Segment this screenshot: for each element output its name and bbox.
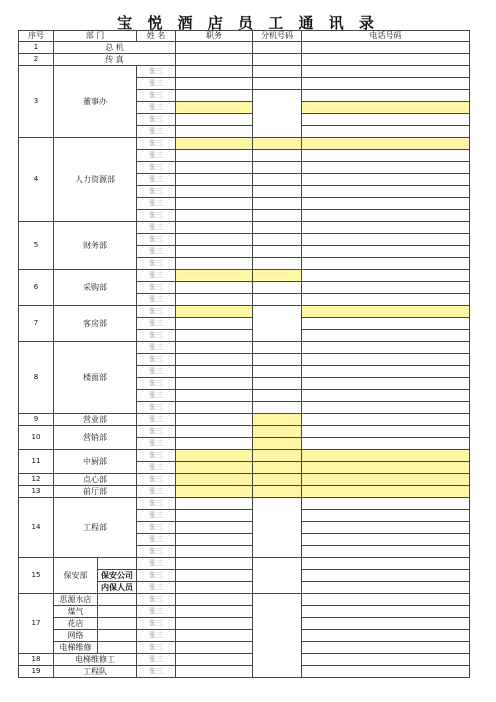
sub-dept-cell: 内保人员	[98, 582, 137, 594]
phone-cell[interactable]	[302, 162, 470, 174]
ext-cell[interactable]	[253, 90, 302, 138]
role-cell[interactable]	[176, 570, 253, 582]
table-row	[19, 306, 470, 318]
ext-cell[interactable]	[253, 354, 302, 366]
table-row	[19, 270, 470, 282]
phone-cell[interactable]	[302, 318, 470, 330]
vendor-cell: 网络	[54, 630, 98, 642]
ext-cell[interactable]	[253, 42, 302, 54]
role-cell[interactable]	[176, 618, 253, 630]
phone-cell[interactable]	[302, 462, 470, 474]
table-row	[19, 630, 470, 642]
table-row	[19, 558, 470, 570]
seq-cell: 1	[19, 42, 54, 54]
staff-name-cell: 张三	[137, 438, 176, 450]
ext-cell[interactable]	[253, 162, 302, 174]
staff-name-cell: 张三	[137, 150, 176, 162]
phone-cell[interactable]	[302, 606, 470, 618]
staff-name-cell: 张三	[137, 366, 176, 378]
staff-name-cell: 张三	[137, 66, 176, 78]
ext-cell[interactable]	[253, 378, 302, 390]
seq-cell: 15	[19, 558, 54, 594]
phone-cell[interactable]	[302, 174, 470, 186]
role-cell[interactable]	[176, 414, 253, 426]
role-cell[interactable]	[176, 462, 253, 474]
phone-cell[interactable]	[302, 414, 470, 426]
phone-cell[interactable]	[302, 246, 470, 258]
role-cell[interactable]	[176, 318, 253, 330]
phone-cell[interactable]	[302, 126, 470, 138]
ext-cell[interactable]	[253, 390, 302, 402]
staff-name-cell: 张三	[137, 342, 176, 354]
role-cell[interactable]	[176, 330, 253, 342]
staff-name-cell: 张三	[137, 318, 176, 330]
seq-cell: 17	[19, 594, 54, 654]
phone-cell[interactable]	[302, 558, 470, 570]
dept-cell: 人力资源部	[54, 138, 137, 222]
page-title: 宝 悦 酒 店 员 工 通 讯 录	[117, 14, 379, 32]
role-cell[interactable]	[176, 258, 253, 270]
role-cell[interactable]	[176, 534, 253, 546]
phone-cell[interactable]	[302, 306, 470, 318]
staff-name-cell: 张三	[137, 570, 176, 582]
role-cell[interactable]	[176, 426, 253, 438]
table-row	[19, 42, 470, 54]
staff-name-cell: 张三	[137, 642, 176, 654]
ext-cell[interactable]	[253, 342, 302, 354]
role-cell[interactable]	[176, 654, 253, 666]
table-row	[19, 606, 470, 618]
staff-name-cell: 张三	[137, 270, 176, 282]
table-row	[19, 450, 470, 462]
vendor-cell: 思源水店	[54, 594, 98, 606]
staff-name-cell: 张三	[137, 198, 176, 210]
role-cell[interactable]	[176, 102, 253, 114]
dept-cell: 工程队	[54, 666, 137, 678]
role-cell[interactable]	[176, 510, 253, 522]
phone-cell[interactable]	[302, 582, 470, 594]
role-cell[interactable]	[176, 126, 253, 138]
ext-cell[interactable]	[253, 54, 302, 66]
ext-cell[interactable]	[253, 66, 302, 78]
ext-cell[interactable]	[253, 414, 302, 426]
staff-name-cell: 张三	[137, 510, 176, 522]
table-row	[19, 66, 470, 78]
phone-cell[interactable]	[302, 438, 470, 450]
seq-cell: 7	[19, 306, 54, 342]
staff-name-cell: 张三	[137, 174, 176, 186]
ext-cell[interactable]	[253, 270, 302, 282]
phone-cell[interactable]	[302, 390, 470, 402]
role-cell[interactable]	[176, 558, 253, 570]
role-cell[interactable]	[176, 198, 253, 210]
phone-cell[interactable]	[302, 654, 470, 666]
staff-name-cell: 张三	[137, 378, 176, 390]
ext-cell[interactable]	[253, 282, 302, 294]
seq-cell: 14	[19, 498, 54, 558]
ext-cell[interactable]	[253, 474, 302, 486]
staff-name-cell: 张三	[137, 90, 176, 102]
header-phone: 电话号码	[302, 31, 470, 42]
sub-dept-cell: 保安公司	[98, 570, 137, 582]
role-cell[interactable]	[176, 306, 253, 318]
role-cell[interactable]	[176, 138, 253, 150]
role-cell[interactable]	[176, 282, 253, 294]
table-row	[19, 486, 470, 498]
ext-cell[interactable]	[253, 558, 302, 594]
dept-cell: 营业部	[54, 414, 137, 426]
header-ext: 分机号码	[253, 31, 302, 42]
phone-cell[interactable]	[302, 78, 470, 90]
role-cell[interactable]	[176, 186, 253, 198]
sub-dept-cell	[98, 642, 137, 654]
staff-name-cell: 张三	[137, 330, 176, 342]
staff-name-cell: 张三	[137, 114, 176, 126]
staff-name-cell: 张三	[137, 306, 176, 318]
role-cell[interactable]	[176, 66, 253, 78]
staff-name-cell: 张三	[137, 414, 176, 426]
table-row	[19, 654, 470, 666]
dept-cell: 财务部	[54, 222, 137, 270]
staff-name-cell: 张三	[137, 426, 176, 438]
ext-cell[interactable]	[253, 426, 302, 438]
staff-name-cell: 张三	[137, 390, 176, 402]
staff-name-cell: 张三	[137, 222, 176, 234]
staff-name-cell: 张三	[137, 498, 176, 510]
ext-cell[interactable]	[253, 438, 302, 450]
dept-cell: 点心部	[54, 474, 137, 486]
phone-cell[interactable]	[302, 150, 470, 162]
vendor-cell: 花店	[54, 618, 98, 630]
dept-cell: 采购部	[54, 270, 137, 306]
phone-cell[interactable]	[302, 522, 470, 534]
phone-cell[interactable]	[302, 330, 470, 342]
staff-name-cell: 张三	[137, 282, 176, 294]
role-cell[interactable]	[176, 210, 253, 222]
seq-cell: 18	[19, 654, 54, 666]
staff-name-cell: 张三	[137, 462, 176, 474]
seq-cell: 4	[19, 138, 54, 222]
staff-name-cell: 张三	[137, 234, 176, 246]
phone-cell[interactable]	[302, 570, 470, 582]
seq-cell: 9	[19, 414, 54, 426]
role-cell[interactable]	[176, 642, 253, 654]
phone-cell[interactable]	[302, 270, 470, 282]
header-role: 职务	[176, 31, 253, 42]
ext-cell[interactable]	[253, 462, 302, 474]
phone-cell[interactable]	[302, 234, 470, 246]
phone-cell[interactable]	[302, 666, 470, 678]
sub-dept-cell	[98, 558, 137, 570]
ext-cell[interactable]	[253, 186, 302, 198]
role-cell[interactable]	[176, 114, 253, 126]
staff-name-cell: 张三	[137, 486, 176, 498]
role-cell[interactable]	[176, 366, 253, 378]
phone-cell[interactable]	[302, 294, 470, 306]
staff-name-cell: 张三	[137, 630, 176, 642]
role-cell[interactable]	[176, 666, 253, 678]
role-cell[interactable]	[176, 54, 253, 66]
seq-cell: 11	[19, 450, 54, 474]
sub-dept-cell	[98, 594, 137, 606]
role-cell[interactable]	[176, 174, 253, 186]
staff-name-cell: 张三	[137, 546, 176, 558]
staff-name-cell: 张三	[137, 594, 176, 606]
staff-name-cell: 张三	[137, 162, 176, 174]
role-cell[interactable]	[176, 42, 253, 54]
role-cell[interactable]	[176, 234, 253, 246]
phone-cell[interactable]	[302, 546, 470, 558]
phone-cell[interactable]	[302, 114, 470, 126]
ext-cell[interactable]	[253, 150, 302, 162]
fax-label: 传 真	[54, 54, 176, 66]
staff-name-cell: 张三	[137, 654, 176, 666]
dept-cell: 营销部	[54, 426, 137, 450]
ext-cell[interactable]	[253, 258, 302, 270]
dept-cell: 楼面部	[54, 342, 137, 414]
phone-cell[interactable]	[302, 450, 470, 462]
staff-name-cell: 张三	[137, 534, 176, 546]
staff-name-cell: 张三	[137, 294, 176, 306]
role-cell[interactable]	[176, 246, 253, 258]
staff-name-cell: 张三	[137, 78, 176, 90]
role-cell[interactable]	[176, 90, 253, 102]
role-cell[interactable]	[176, 594, 253, 606]
staff-name-cell: 张三	[137, 246, 176, 258]
table-row	[19, 642, 470, 654]
table-row	[19, 426, 470, 438]
dept-cell: 客房部	[54, 306, 137, 342]
table-row	[19, 498, 470, 510]
role-cell[interactable]	[176, 582, 253, 594]
role-cell[interactable]	[176, 270, 253, 282]
phone-cell[interactable]	[302, 474, 470, 486]
table-row	[19, 138, 470, 150]
phone-cell[interactable]	[302, 210, 470, 222]
staff-name-cell: 张三	[137, 618, 176, 630]
staff-name-cell: 张三	[137, 666, 176, 678]
dept-cell: 前厅部	[54, 486, 137, 498]
ext-cell[interactable]	[253, 366, 302, 378]
ext-cell[interactable]	[253, 174, 302, 186]
sub-dept-cell	[98, 630, 137, 642]
ext-cell[interactable]	[253, 402, 302, 414]
staff-name-cell: 张三	[137, 558, 176, 570]
ext-cell[interactable]	[253, 210, 302, 222]
phone-cell[interactable]	[302, 618, 470, 630]
phone-cell[interactable]	[302, 186, 470, 198]
role-cell[interactable]	[176, 498, 253, 510]
role-cell[interactable]	[176, 630, 253, 642]
staff-name-cell: 张三	[137, 450, 176, 462]
phone-cell[interactable]	[302, 138, 470, 150]
sub-dept-cell	[98, 618, 137, 630]
directory-table	[18, 30, 470, 678]
phone-cell[interactable]	[302, 426, 470, 438]
seq-cell: 10	[19, 426, 54, 450]
phone-cell[interactable]	[302, 42, 470, 54]
staff-name-cell: 张三	[137, 258, 176, 270]
phone-cell[interactable]	[302, 402, 470, 414]
vendor-cell: 煤气	[54, 606, 98, 618]
role-cell[interactable]	[176, 390, 253, 402]
role-cell[interactable]	[176, 606, 253, 618]
phone-cell[interactable]	[302, 102, 470, 114]
phone-cell[interactable]	[302, 366, 470, 378]
dept-cell: 工程部	[54, 498, 137, 558]
role-cell[interactable]	[176, 522, 253, 534]
staff-name-cell: 张三	[137, 474, 176, 486]
role-cell[interactable]	[176, 342, 253, 354]
sub-dept-cell	[98, 606, 137, 618]
role-cell[interactable]	[176, 450, 253, 462]
table-row	[19, 594, 470, 606]
table-row	[19, 54, 470, 66]
role-cell[interactable]	[176, 378, 253, 390]
role-cell[interactable]	[176, 354, 253, 366]
phone-cell[interactable]	[302, 498, 470, 510]
role-cell[interactable]	[176, 294, 253, 306]
vendor-cell: 电梯维修	[54, 642, 98, 654]
header-row	[19, 31, 470, 42]
phone-cell[interactable]	[302, 354, 470, 366]
staff-name-cell: 张三	[137, 186, 176, 198]
ext-cell[interactable]	[253, 498, 302, 558]
seq-cell: 6	[19, 270, 54, 306]
table-row	[19, 222, 470, 234]
switchboard-label: 总 机	[54, 42, 176, 54]
phone-cell[interactable]	[302, 510, 470, 522]
seq-cell: 8	[19, 342, 54, 414]
seq-cell: 19	[19, 666, 54, 678]
seq-cell: 2	[19, 54, 54, 66]
staff-name-cell: 张三	[137, 210, 176, 222]
dept-cell: 中厨部	[54, 450, 137, 474]
phone-cell[interactable]	[302, 258, 470, 270]
phone-cell[interactable]	[302, 594, 470, 606]
table-row	[19, 666, 470, 678]
dept-cell: 保安部	[54, 558, 98, 594]
table-row	[19, 342, 470, 354]
role-cell[interactable]	[176, 402, 253, 414]
phone-cell[interactable]	[302, 630, 470, 642]
role-cell[interactable]	[176, 78, 253, 90]
phone-cell[interactable]	[302, 282, 470, 294]
seq-cell: 12	[19, 474, 54, 486]
ext-cell[interactable]	[253, 222, 302, 234]
header-dept: 部 门	[54, 31, 137, 42]
table-row	[19, 474, 470, 486]
table-row	[19, 414, 470, 426]
ext-cell[interactable]	[253, 594, 302, 678]
seq-cell: 5	[19, 222, 54, 270]
ext-cell[interactable]	[253, 450, 302, 462]
staff-name-cell: 张三	[137, 354, 176, 366]
phone-cell[interactable]	[302, 642, 470, 654]
ext-cell[interactable]	[253, 138, 302, 150]
staff-name-cell: 张三	[137, 606, 176, 618]
dept-cell: 电梯维修工	[54, 654, 137, 666]
ext-cell[interactable]	[253, 198, 302, 210]
role-cell[interactable]	[176, 474, 253, 486]
ext-cell[interactable]	[253, 294, 302, 306]
staff-name-cell: 张三	[137, 102, 176, 114]
table-row	[19, 618, 470, 630]
role-cell[interactable]	[176, 438, 253, 450]
staff-name-cell: 张三	[137, 402, 176, 414]
staff-name-cell: 张三	[137, 126, 176, 138]
phone-cell[interactable]	[302, 198, 470, 210]
phone-cell[interactable]	[302, 54, 470, 66]
role-cell[interactable]	[176, 546, 253, 558]
staff-name-cell: 张三	[137, 138, 176, 150]
dept-cell: 董事办	[54, 66, 137, 138]
ext-cell[interactable]	[253, 306, 302, 342]
phone-cell[interactable]	[302, 342, 470, 354]
seq-cell: 13	[19, 486, 54, 498]
staff-name-cell: 张三	[137, 582, 176, 594]
header-name: 姓 名	[137, 31, 176, 42]
role-cell[interactable]	[176, 162, 253, 174]
role-cell[interactable]	[176, 486, 253, 498]
phone-cell[interactable]	[302, 90, 470, 102]
ext-cell[interactable]	[253, 486, 302, 498]
phone-cell[interactable]	[302, 534, 470, 546]
role-cell[interactable]	[176, 222, 253, 234]
phone-cell[interactable]	[302, 486, 470, 498]
ext-cell[interactable]	[253, 78, 302, 90]
role-cell[interactable]	[176, 150, 253, 162]
phone-cell[interactable]	[302, 66, 470, 78]
phone-cell[interactable]	[302, 378, 470, 390]
header-seq: 序号	[19, 31, 54, 42]
ext-cell[interactable]	[253, 234, 302, 246]
ext-cell[interactable]	[253, 246, 302, 258]
seq-cell: 3	[19, 66, 54, 138]
staff-name-cell: 张三	[137, 522, 176, 534]
phone-cell[interactable]	[302, 222, 470, 234]
